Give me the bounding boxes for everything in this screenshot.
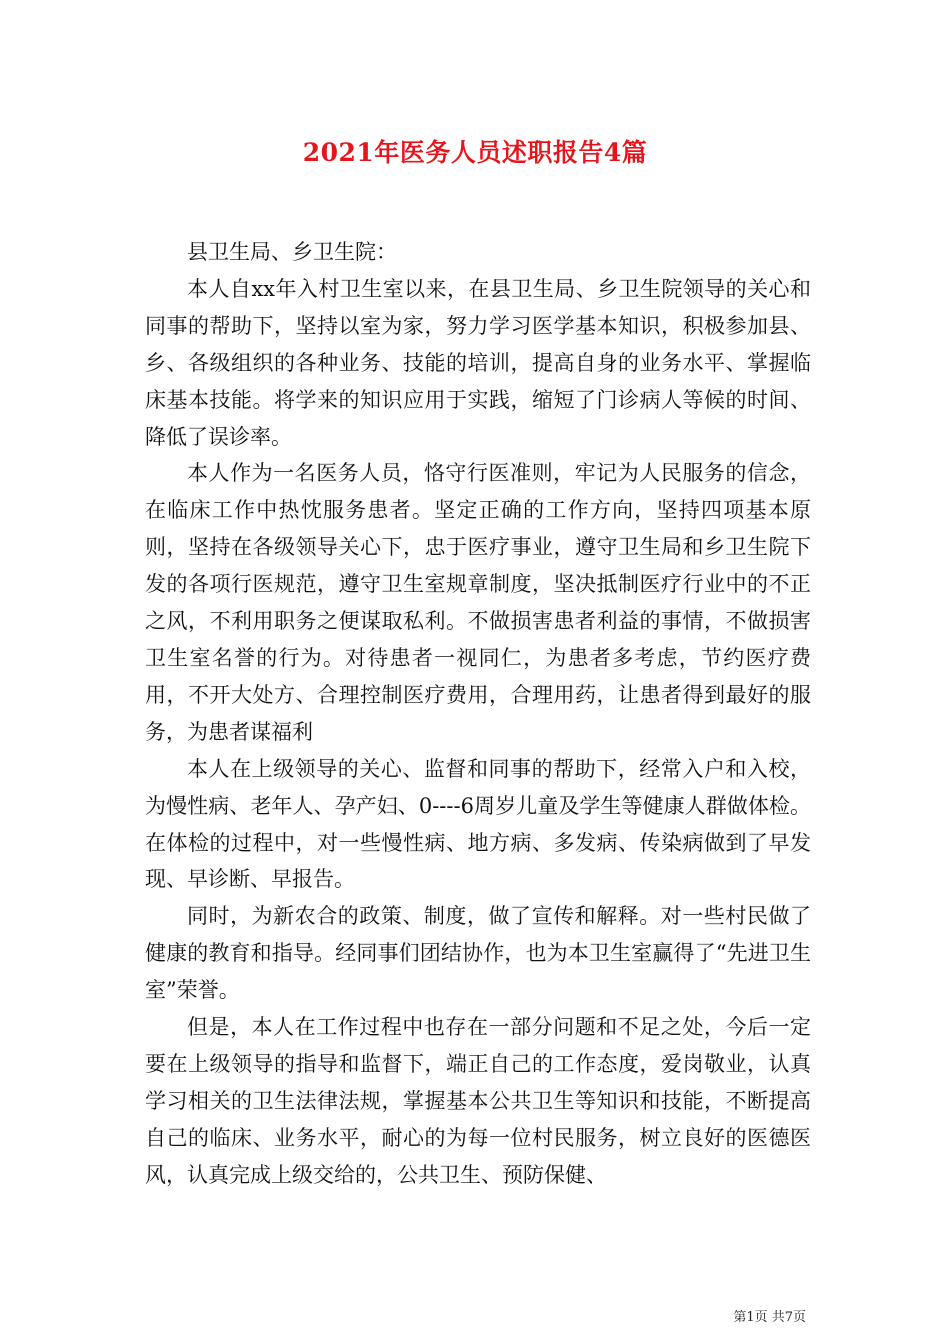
- document-title: 2021年医务人员述职报告4篇: [302, 138, 648, 167]
- salutation: 县卫生局、乡卫生院：: [187, 240, 397, 264]
- paragraph-2: 本人作为一名医务人员，恪守行医准则，牢记为人民服务的信念，在临床工作中热忱服务患者。坚定正确的工作方向，坚持四项基本原则，坚持在各级领导关心下，忠于医疗事业，遵守卫生局和乡卫生院下发的各项行医规范，遵守卫生室规章制度，坚决抵制医疗行业中的不正之风，不利用职务之便谋取私利。不做损害患者利益的事情，不做损害卫生室名誉的行为。对待患者一视同仁，为患者多考虑，节约医疗费用，不开大处方、合理控制医疗费用，合理用药，让患者得到最好的服务，为患者谋福利: [145, 461, 811, 744]
- document-body: [145, 234, 811, 1194]
- paragraph-3: 本人在上级领导的关心、监督和同事的帮助下，经常入户和入校，为慢性病、老年人、孕产妇、0----6周岁儿童及学生等健康人群做体检。在体检的过程中，对一些慢性病、地方病、多发病、传染病做到了早发现、早诊断、早报告。: [145, 756, 811, 892]
- page-number: 第1页 共7页: [733, 1310, 806, 1325]
- paragraph-1: 本人自xx年入村卫生室以来，在县卫生局、乡卫生院领导的关心和同事的帮助下，坚持以室为家，努力学习医学基本知识，积极参加县、乡、各级组织的各种业务、技能的培训，提高自身的业务水平、掌握临床基本技能。将学来的知识应用于实践，缩短了门诊病人等候的时间、降低了误诊率。: [145, 276, 811, 449]
- paragraph-5: 但是，本人在工作过程中也存在一部分问题和不足之处，今后一定要在上级领导的指导和监督下，端正自己的工作态度，爱岗敬业，认真学习相关的卫生法律法规，掌握基本公共卫生等知识和技能，不断提高自己的临床、业务水平，耐心的为每一位村民服务，树立良好的医德医风，认真完成上级交给的，公共卫生、预防保健、: [145, 1015, 811, 1187]
- paragraph-4: 同时，为新农合的政策、制度，做了宣传和解释。对一些村民做了健康的教育和指导。经同事们团结协作，也为本卫生室赢得了“先进卫生室”荣誉。: [145, 904, 811, 1003]
